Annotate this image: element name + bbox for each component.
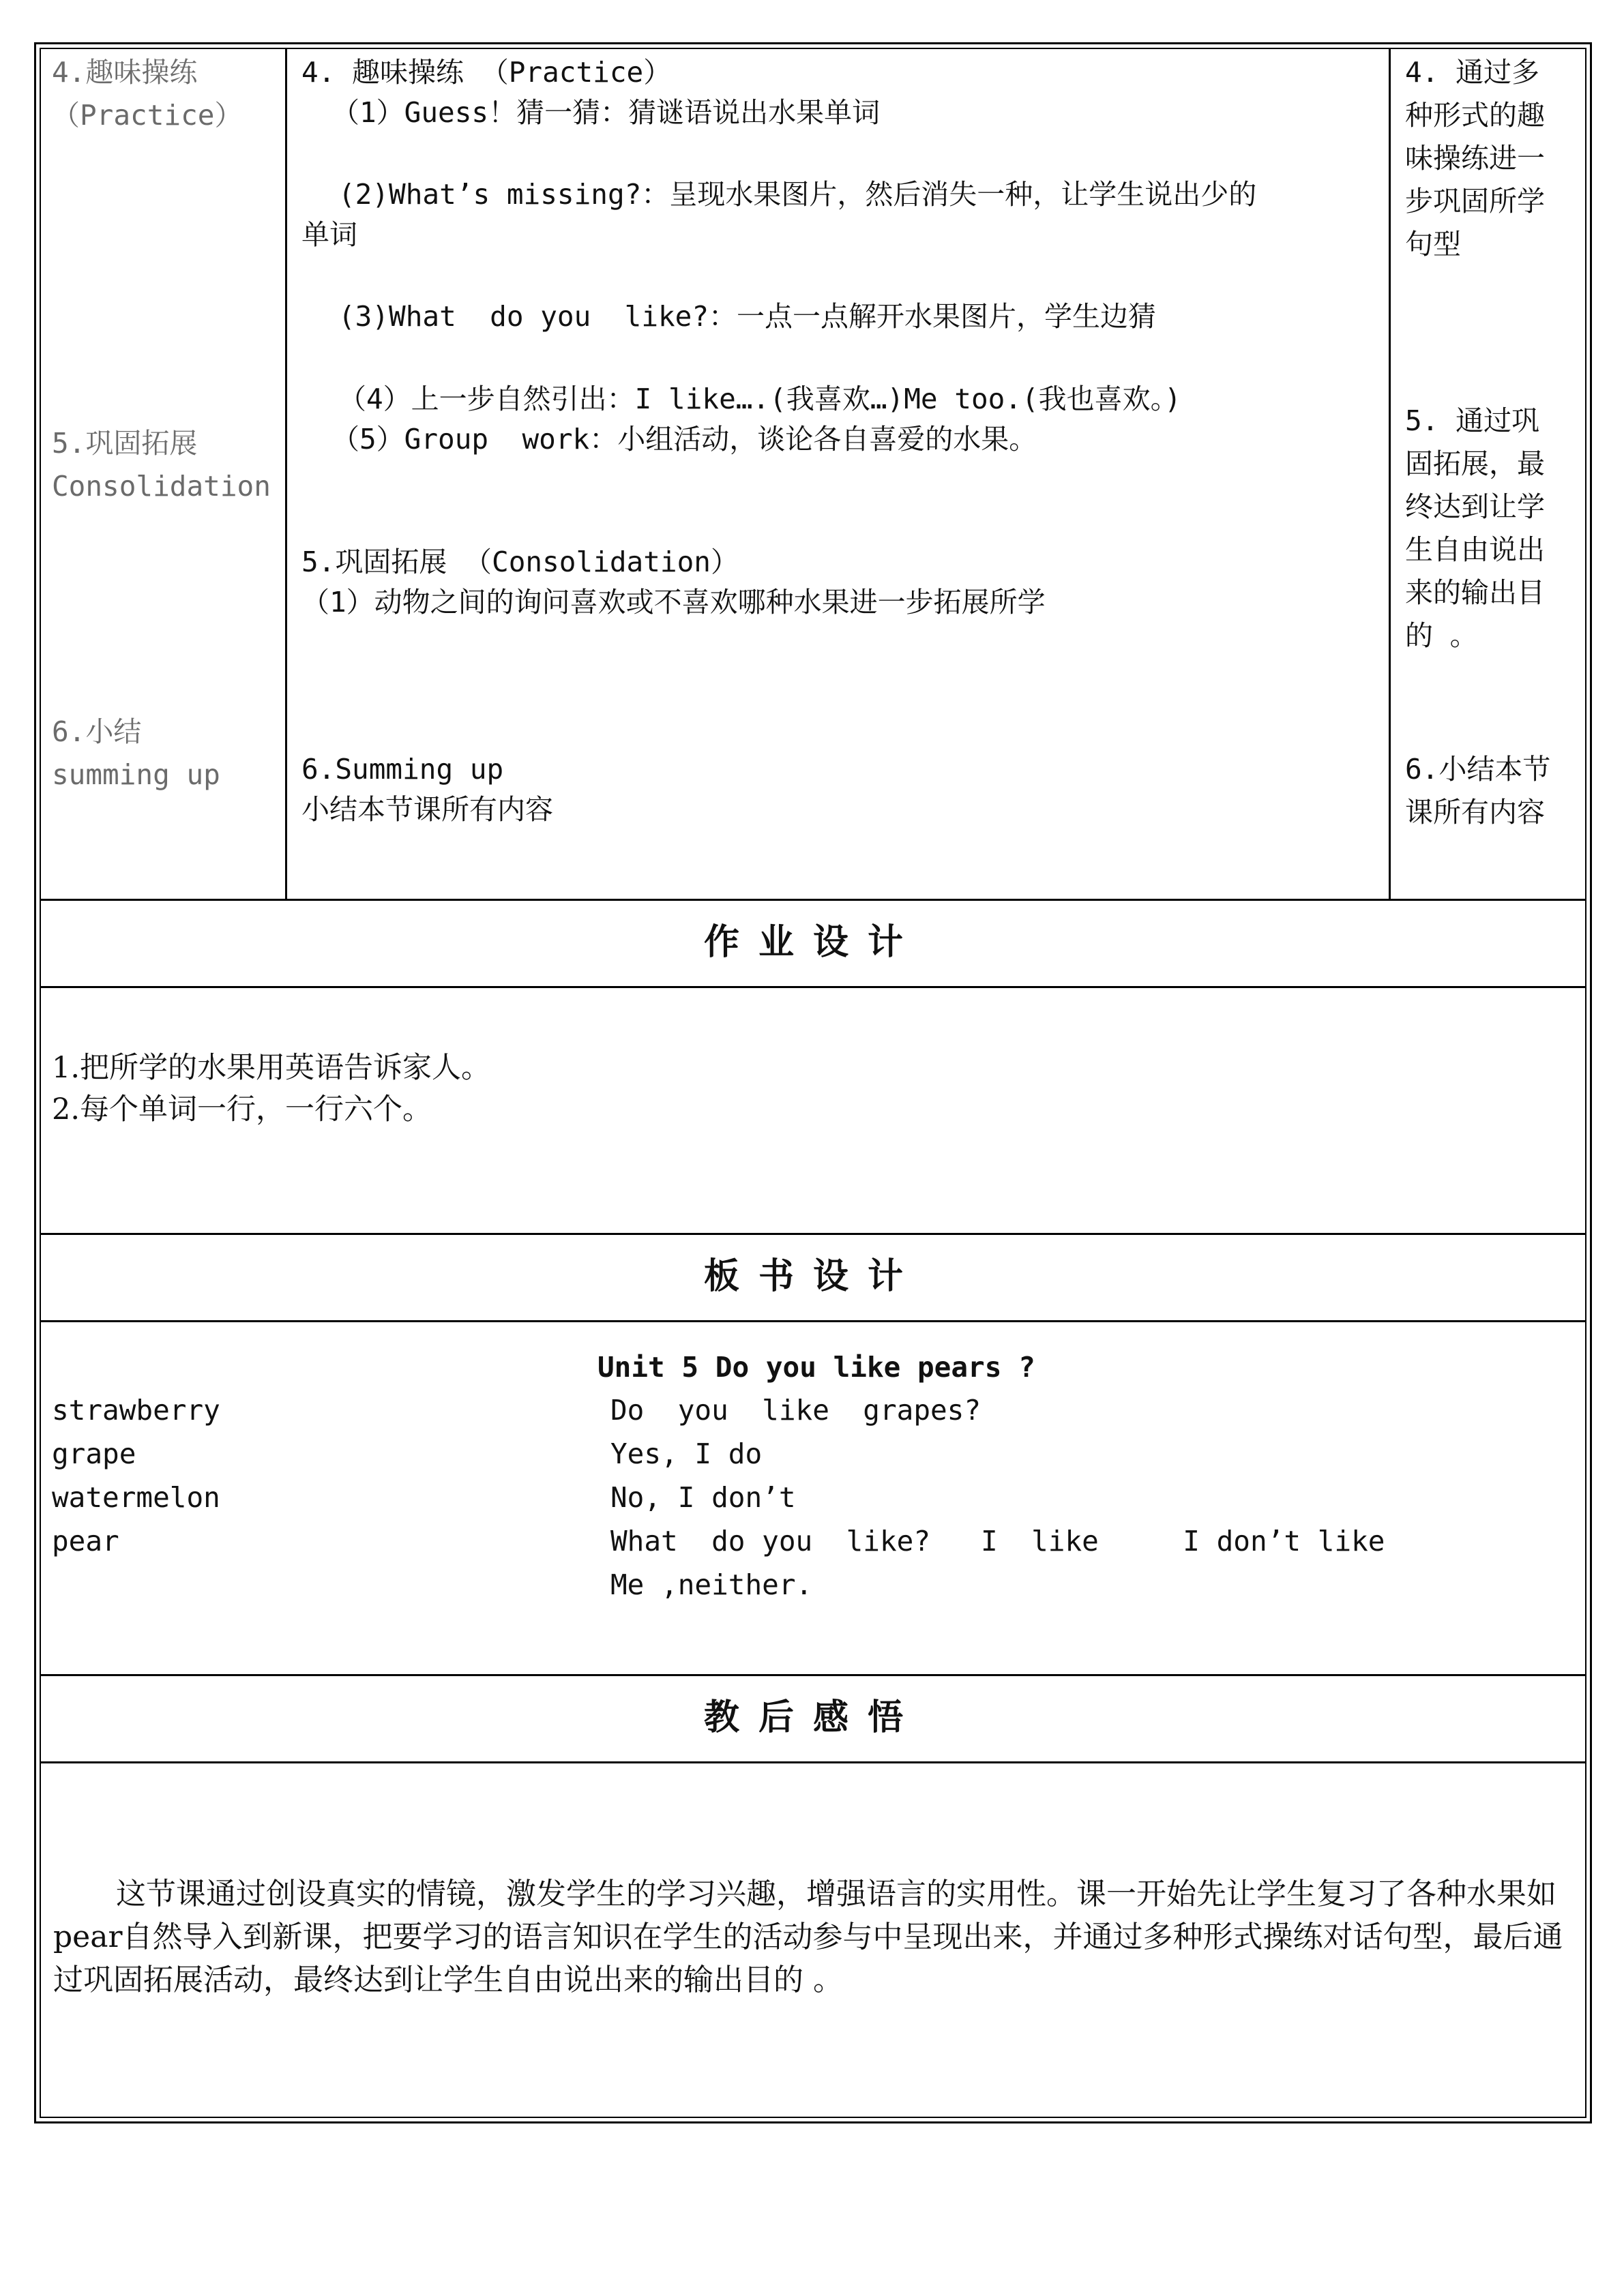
purpose-4-line: 种形式的趣 — [1405, 99, 1545, 132]
board-title: Unit 5 Do you like pears ? — [597, 1351, 1035, 1384]
row-divider — [40, 1320, 1586, 1322]
board-sentence: What do you like? I like I don’t like — [610, 1525, 1385, 1557]
board-sentence: Yes, I do — [610, 1437, 763, 1470]
row-divider — [40, 986, 1586, 988]
purpose-4-line: 步巩固所学 — [1405, 185, 1545, 218]
purpose-4-line: 味操练进一 — [1405, 142, 1545, 175]
left-summary-title: 6.小结 — [52, 715, 142, 748]
consolidation-heading: 5.巩固拓展 （Consolidation） — [301, 546, 739, 578]
practice-step-2: (2)What’s missing?：呈现水果图片，然后消失一种，让学生说出少的 — [338, 178, 1257, 211]
reflection-paragraph: 这节课通过创设真实的情镜，激发学生的学习兴趣，增强语言的实用性。课一开始先让学生复习了各种水果如pear自然导入到新课，把要学习的语言知识在学生的活动参与中呈现出来，并通过多种形式操练对话句型，最后通过巩固拓展活动，最终达到让学生自由说出来的输出目的 。 — [53, 1877, 1563, 1997]
row-divider — [40, 899, 1586, 901]
left-consolidation-title: 5.巩固拓展 — [52, 427, 198, 460]
summary-heading: 6.Summing up — [301, 753, 504, 786]
purpose-4-line: 句型 — [1405, 228, 1461, 260]
board-word: pear — [52, 1525, 119, 1557]
practice-step-3: (3)What do you like?：一点一点解开水果图片，学生边猜 — [338, 300, 1157, 333]
board-word: grape — [52, 1437, 136, 1470]
practice-heading: 4. 趣味操练 （Practice） — [301, 56, 672, 89]
row-divider — [40, 1761, 1586, 1763]
purpose-5-line: 固拓展，最 — [1405, 447, 1545, 480]
homework-line-1: 1.把所学的水果用英语告诉家人。 — [52, 1051, 491, 1085]
board-sentence: Me ,neither. — [610, 1568, 813, 1601]
column-divider-right — [1389, 48, 1391, 900]
practice-step-2-cont: 单词 — [301, 218, 357, 251]
left-practice-title: 4.趣味操练 — [52, 56, 198, 89]
board-sentence: No, I don’t — [610, 1481, 796, 1514]
board-sentence: Do you like grapes? — [610, 1394, 981, 1427]
purpose-5-line: 来的输出目 — [1405, 576, 1545, 609]
left-practice-en: （Practice） — [52, 99, 243, 132]
left-consolidation-en: Consolidation — [52, 470, 271, 503]
purpose-5-line: 生自由说出 — [1405, 533, 1545, 566]
purpose-6-line: 6.小结本节 — [1405, 753, 1551, 786]
homework-heading: 作业设计 — [703, 922, 922, 963]
row-divider — [40, 1233, 1586, 1235]
practice-step-1: （1）Guess！猜一猜：猜谜语说出水果单词 — [331, 96, 881, 129]
practice-step-5: （5）Group work：小组活动，谈论各自喜爱的水果。 — [331, 423, 1037, 456]
board-heading: 板书设计 — [703, 1256, 922, 1297]
consolidation-step-1: （1）动物之间的询问喜欢或不喜欢哪种水果进一步拓展所学 — [301, 586, 1046, 618]
purpose-6-line: 课所有内容 — [1405, 796, 1545, 829]
reflection-heading: 教后感悟 — [703, 1697, 922, 1738]
left-summary-en: summing up — [52, 758, 220, 791]
homework-line-2: 2.每个单词一行，一行六个。 — [52, 1092, 432, 1127]
purpose-5-line: 终达到让学 — [1405, 490, 1545, 523]
row-divider — [40, 1674, 1586, 1676]
purpose-5-line: 5. 通过巩 — [1405, 404, 1540, 437]
column-divider-left — [285, 48, 287, 900]
purpose-4-line: 4. 通过多 — [1405, 56, 1540, 89]
practice-step-4: （4）上一步自然引出：I like….(我喜欢…)Me too.(我也喜欢。) — [338, 383, 1181, 415]
board-word: watermelon — [52, 1481, 220, 1514]
purpose-5-line: 的 。 — [1405, 619, 1478, 652]
board-word: strawberry — [52, 1394, 220, 1427]
summary-text: 小结本节课所有内容 — [301, 793, 553, 826]
